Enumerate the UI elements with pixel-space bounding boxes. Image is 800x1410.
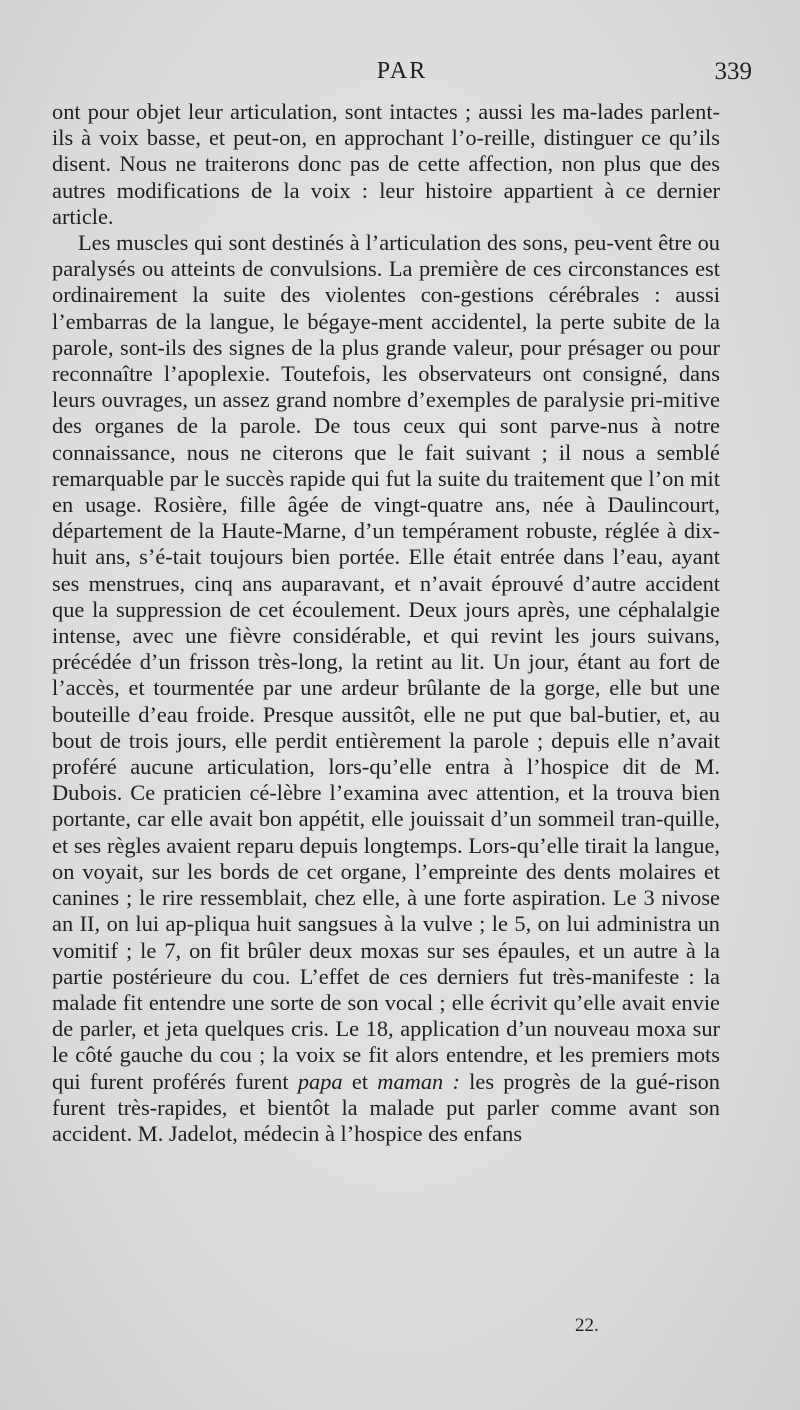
- italic-word-maman: maman :: [377, 1068, 460, 1094]
- case-report-text: Les muscles qui sont destinés à l’articulation des sons, peu-vent être ou paralysés ou atteints de convulsions. La première de ces circonstances est ordinairement la suite des violentes con-gestions cérébrales : aussi l’embarras de la langue, le bégaye-ment accidentel, la perte subite de la parole, sont-ils des signes de la plus grande valeur, pour présager ou pour reconnaître l’apoplexie. Toutefois, les observateurs ont consigné, dans leurs ouvrages, un assez grand nombre d’exemples de paralysie pri-mitive des organes de la parole. De tous ceux qui sont parve-nus à notre connaissance, nous ne citerons que le fait suivant ; il nous a semblé remarquable par le succès rapide qui fut la suite du traitement que l’on mit en usage. Rosière, fille âgée de vingt-quatre ans, née à Daulincourt, département de la Haute-Marne, d’un tempérament robuste, réglée à dix-huit ans, s’é-tait toujours bien portée. Elle était entrée dans l’eau, ayant ses menstrues, cinq ans auparavant, et n’avait éprouvé d’autre accident que la suppression de cet écoulement. Deux jours après, une céphalalgie intense, avec une fièvre considérable, et qui revint les jours suivans, précédée d’un frisson très-long, la retint au lit. Un jour, étant au fort de l’accès, et tourmentée par une ardeur brûlante de la gorge, elle but une bouteille d’eau froide. Presque aussitôt, elle ne put que bal-butier, et, au bout de trois jours, elle perdit entièrement la parole ; depuis elle n’avait proféré aucune articulation, lors-qu’elle entra à l’hospice dit de M. Dubois. Ce praticien cé-lèbre l’examina avec attention, et la trouva bien portante, car elle avait bon appétit, elle jouissait d’un sommeil tran-quille, et ses règles avaient reparu depuis longtemps. Lors-qu’elle tirait la langue, on voyait, sur les bords de cet organe, l’empreinte des dents molaires et canines ; le rire ressemblait, chez elle, à une forte aspiration. Le 3 nivose an II, on lui ap-pliqua huit sangsues à la vulve ; le 5, on lui administra un vomitif ; le 7, on fit brûler deux moxas sur ses épaules, et un autre à la partie postérieure du cou. L’effet de ces derniers fut très-manifeste : la malade fit entendre une sorte de son vocal ; elle écrivit qu’elle avait envie de parler, et jeta quelques cris. Le 18, application d’un nouveau moxa sur le côté gauche du cou ; la voix se fit alors entendre, et les premiers mots qui furent proférés furent: [52, 230, 720, 1094]
- signature-mark: 22.: [575, 1315, 599, 1336]
- body-text: [52, 99, 720, 1147]
- paragraph-case-report: [52, 230, 720, 1147]
- case-report-text-end: les progrès de la gué-rison furent très-rapides, et bientôt la malade put parler comme avant son accident. M. Jadelot, médecin à l’hospice des enfans: [52, 1068, 720, 1146]
- running-title: PAR: [376, 58, 428, 84]
- page-number: 339: [714, 58, 752, 85]
- page-header: [52, 58, 752, 94]
- paragraph-continuation: ont pour objet leur articulation, sont intactes ; aussi les ma-lades parlent-ils à voix basse, et peut-on, en approchant l’o-reille, distinguer ce qu’ils disent. Nous ne traiterons donc pas de cette affection, non plus que des autres modifications de la voix : leur histoire appartient à ce dernier article.: [52, 99, 720, 229]
- joiner-word: et: [351, 1068, 369, 1094]
- italic-word-papa: papa: [297, 1068, 343, 1094]
